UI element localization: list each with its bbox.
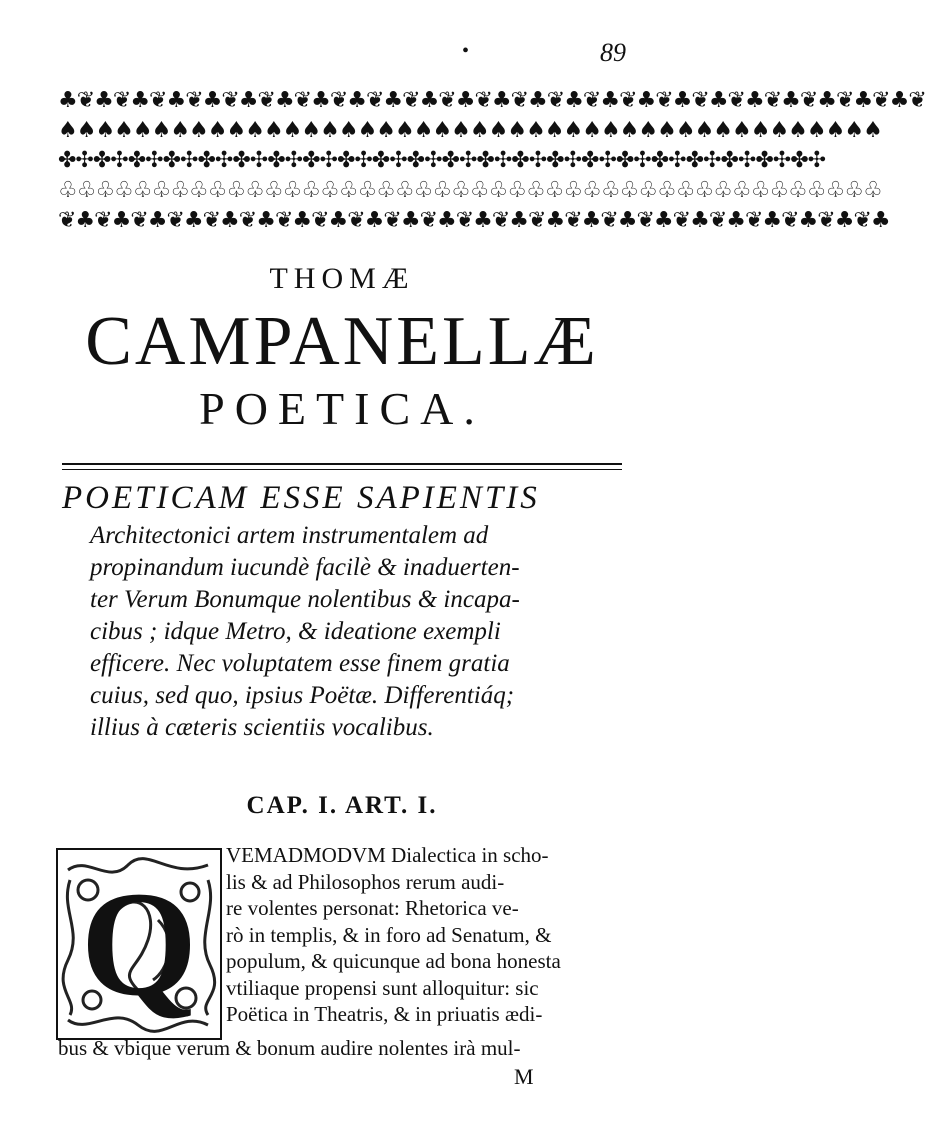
body-line: populum, & quicunque ad bona honesta [226, 949, 561, 973]
summary-line: propinandum iucundè facilè & inaduerten- [90, 554, 520, 581]
top-mark: • [462, 40, 470, 62]
body-line: Poëtica in Theatris, & in priuatis ædi- [226, 1002, 543, 1026]
title-author-surname: CAMPANELLÆ [85, 303, 599, 380]
divider-rule [62, 463, 622, 465]
dropcap-letter: Q [80, 861, 198, 1027]
summary-line: cuius, sed quo, ipsius Poëtæ. Differentiáq; [90, 682, 515, 709]
body-line: VEMADMODVM Dialectica in scho- [226, 843, 549, 867]
body-line-full-width: bus & vbique verum & bonum audire nolentes irà mul- [58, 1036, 521, 1060]
body-line: re volentes personat: Rhetorica ve- [226, 896, 519, 920]
divider-rule [62, 469, 622, 470]
summary-line: efficere. Nec voluptatem esse finem gratia [90, 650, 510, 677]
ornament-row: ♧♧♧♧♧♧♧♧♧♧♧♧♧♧♧♧♧♧♧♧♧♧♧♧♧♧♧♧♧♧♧♧♧♧♧♧♧♧♧♧♧♧♧♧ [58, 178, 882, 203]
decorated-initial [56, 848, 222, 1040]
page-number: 89 [600, 38, 626, 67]
catchword: M [514, 1064, 534, 1089]
title-work: POETICA. [199, 383, 485, 434]
ornament-row: ✤✣✤✣✤✣✤✣✤✣✤✣✤✣✤✣✤✣✤✣✤✣✤✣✤✣✤✣✤✣✤✣✤✣✤✣✤✣✤✣✤✣✤✣ [58, 148, 826, 173]
summary-line: cibus ; idque Metro, & ideatione exempli [90, 618, 501, 645]
title-author-first-name: THOMÆ [269, 262, 415, 295]
body-line: vtiliaque propensi sunt alloquitur: sic [226, 975, 539, 1000]
section-heading: POETICAM ESSE SAPIENTIS [62, 480, 540, 516]
body-line: rò in templis, & in foro ad Senatum, & [226, 922, 552, 947]
ornamental-header-band [58, 86, 926, 236]
ornament-row: ♣❦♣❦♣❦♣❦♣❦♣❦♣❦♣❦♣❦♣❦♣❦♣❦♣❦♣❦♣❦♣❦♣❦♣❦♣❦♣❦♣❦♣❦♣❦♣❦ [58, 88, 926, 113]
body-line: lis & ad Philosophos rerum audi- [226, 869, 505, 894]
summary-line: Architectonici artem instrumentalem ad [90, 522, 489, 549]
body-paragraph [226, 842, 630, 1028]
ornament-row: ♠♠♠♠♠♠♠♠♠♠♠♠♠♠♠♠♠♠♠♠♠♠♠♠♠♠♠♠♠♠♠♠♠♠♠♠♠♠♠♠♠♠♠♠ [58, 118, 882, 143]
summary-paragraph [90, 520, 628, 744]
summary-line: illius à cæteris scientiis vocalibus. [90, 714, 434, 741]
chapter-article-label: CAP. I. ART. I. [246, 792, 438, 819]
ornament-row: ❦♣❦♣❦♣❦♣❦♣❦♣❦♣❦♣❦♣❦♣❦♣❦♣❦♣❦♣❦♣❦♣❦♣❦♣❦♣❦♣❦♣❦♣❦♣ [58, 208, 890, 233]
summary-line: ter Verum Bonumque nolentibus & incapa- [90, 586, 520, 613]
